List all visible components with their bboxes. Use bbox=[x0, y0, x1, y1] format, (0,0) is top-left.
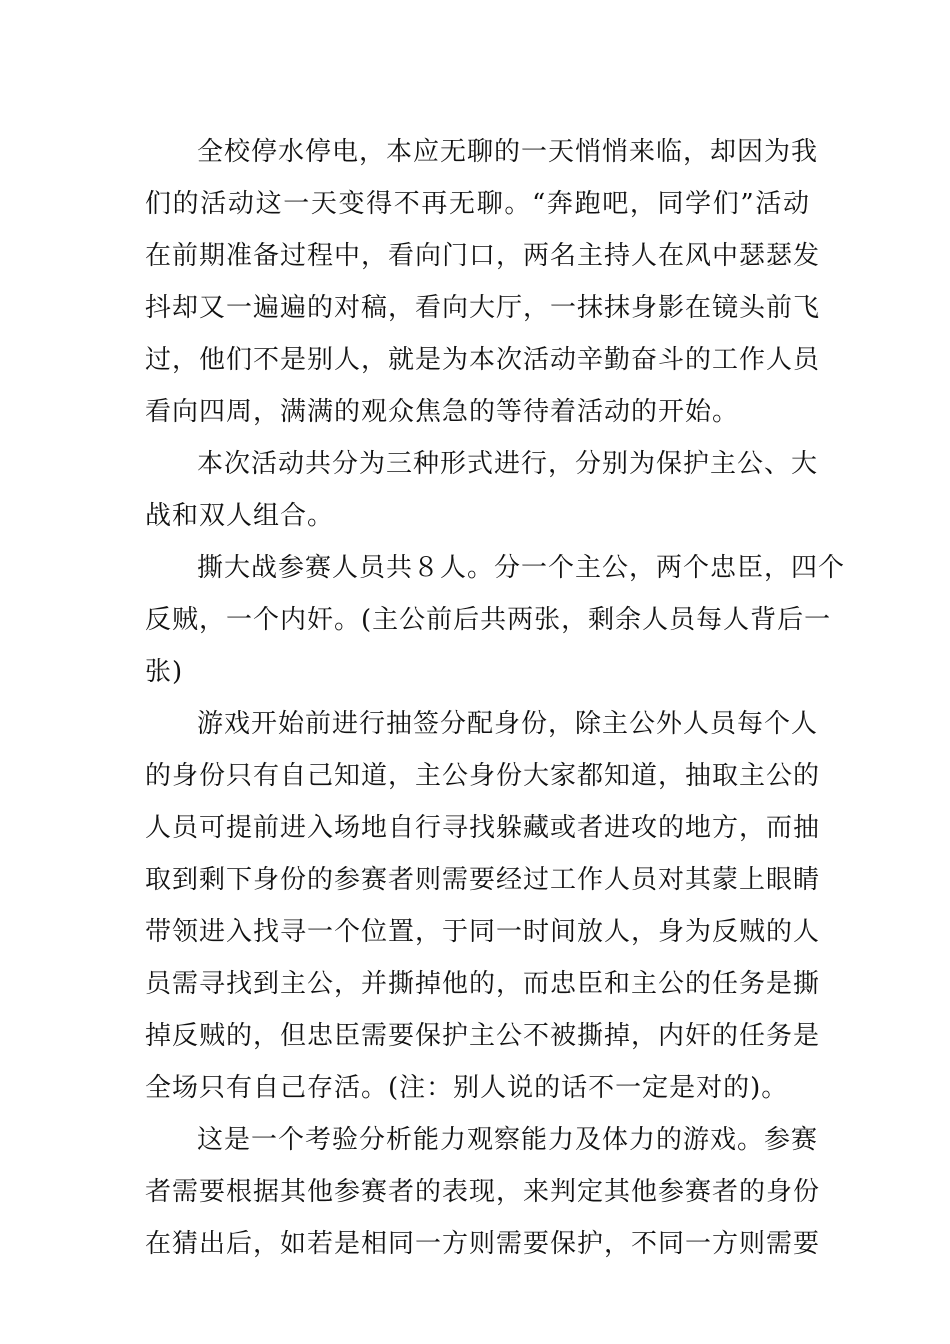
text-line: 游戏开始前进行抽签分配身份，除主公外人员每个人 bbox=[197, 709, 819, 739]
text-line: 战和双人组合。 bbox=[145, 501, 335, 531]
text-line: 取到剩下身份的参赛者则需要经过工作人员对其蒙上眼睛 bbox=[145, 865, 821, 895]
paragraph-5 bbox=[145, 1114, 821, 1270]
text-line: 抖却又一遍遍的对稿，看向大厅，一抹抹身影在镜头前飞 bbox=[145, 293, 821, 323]
text-line: 本次活动共分为三种形式进行，分别为保护主公、大 bbox=[197, 449, 819, 479]
text-line: 全场只有自己存活。(注：别人说的话不一定是对的)。 bbox=[145, 1073, 789, 1103]
text-line: 撕大战参赛人员共８人。分一个主公，两个忠臣，四个 bbox=[197, 553, 846, 583]
text-line: 的身份只有自己知道，主公身份大家都知道，抽取主公的 bbox=[145, 761, 821, 791]
text-line: 者需要根据其他参赛者的表现，来判定其他参赛者的身份 bbox=[145, 1177, 821, 1207]
text-line: 们的活动这一天变得不再无聊。“奔跑吧，同学们”活动 bbox=[145, 189, 810, 219]
paragraph-4 bbox=[145, 698, 821, 1114]
text-line: 员需寻找到主公，并撕掉他的，而忠臣和主公的任务是撕 bbox=[145, 969, 821, 999]
text-line: 看向四周，满满的观众焦急的等待着活动的开始。 bbox=[145, 397, 740, 427]
text-line: 过，他们不是别人，就是为本次活动辛勤奋斗的工作人员 bbox=[145, 345, 821, 375]
text-line: 人员可提前进入场地自行寻找躲藏或者进攻的地方，而抽 bbox=[145, 813, 821, 843]
text-line: 反贼，一个内奸。(主公前后共两张，剩余人员每人背后一 bbox=[145, 605, 832, 635]
text-line: 在前期准备过程中，看向门口，两名主持人在风中瑟瑟发 bbox=[145, 241, 821, 271]
text-line: 这是一个考验分析能力观察能力及体力的游戏。参赛 bbox=[197, 1125, 819, 1155]
text-line: 带领进入找寻一个位置，于同一时间放人，身为反贼的人 bbox=[145, 917, 821, 947]
paragraph-3 bbox=[145, 542, 846, 698]
text-line: 在猜出后，如若是相同一方则需要保护，不同一方则需要 bbox=[145, 1229, 821, 1259]
paragraph-2 bbox=[145, 438, 819, 542]
text-line: 全校停水停电，本应无聊的一天悄悄来临，却因为我 bbox=[197, 137, 819, 167]
text-line: 张) bbox=[145, 657, 184, 687]
text-line: 掉反贼的，但忠臣需要保护主公不被撕掉，内奸的任务是 bbox=[145, 1021, 821, 1051]
paragraph-1 bbox=[145, 126, 821, 438]
document-body bbox=[145, 126, 846, 1270]
